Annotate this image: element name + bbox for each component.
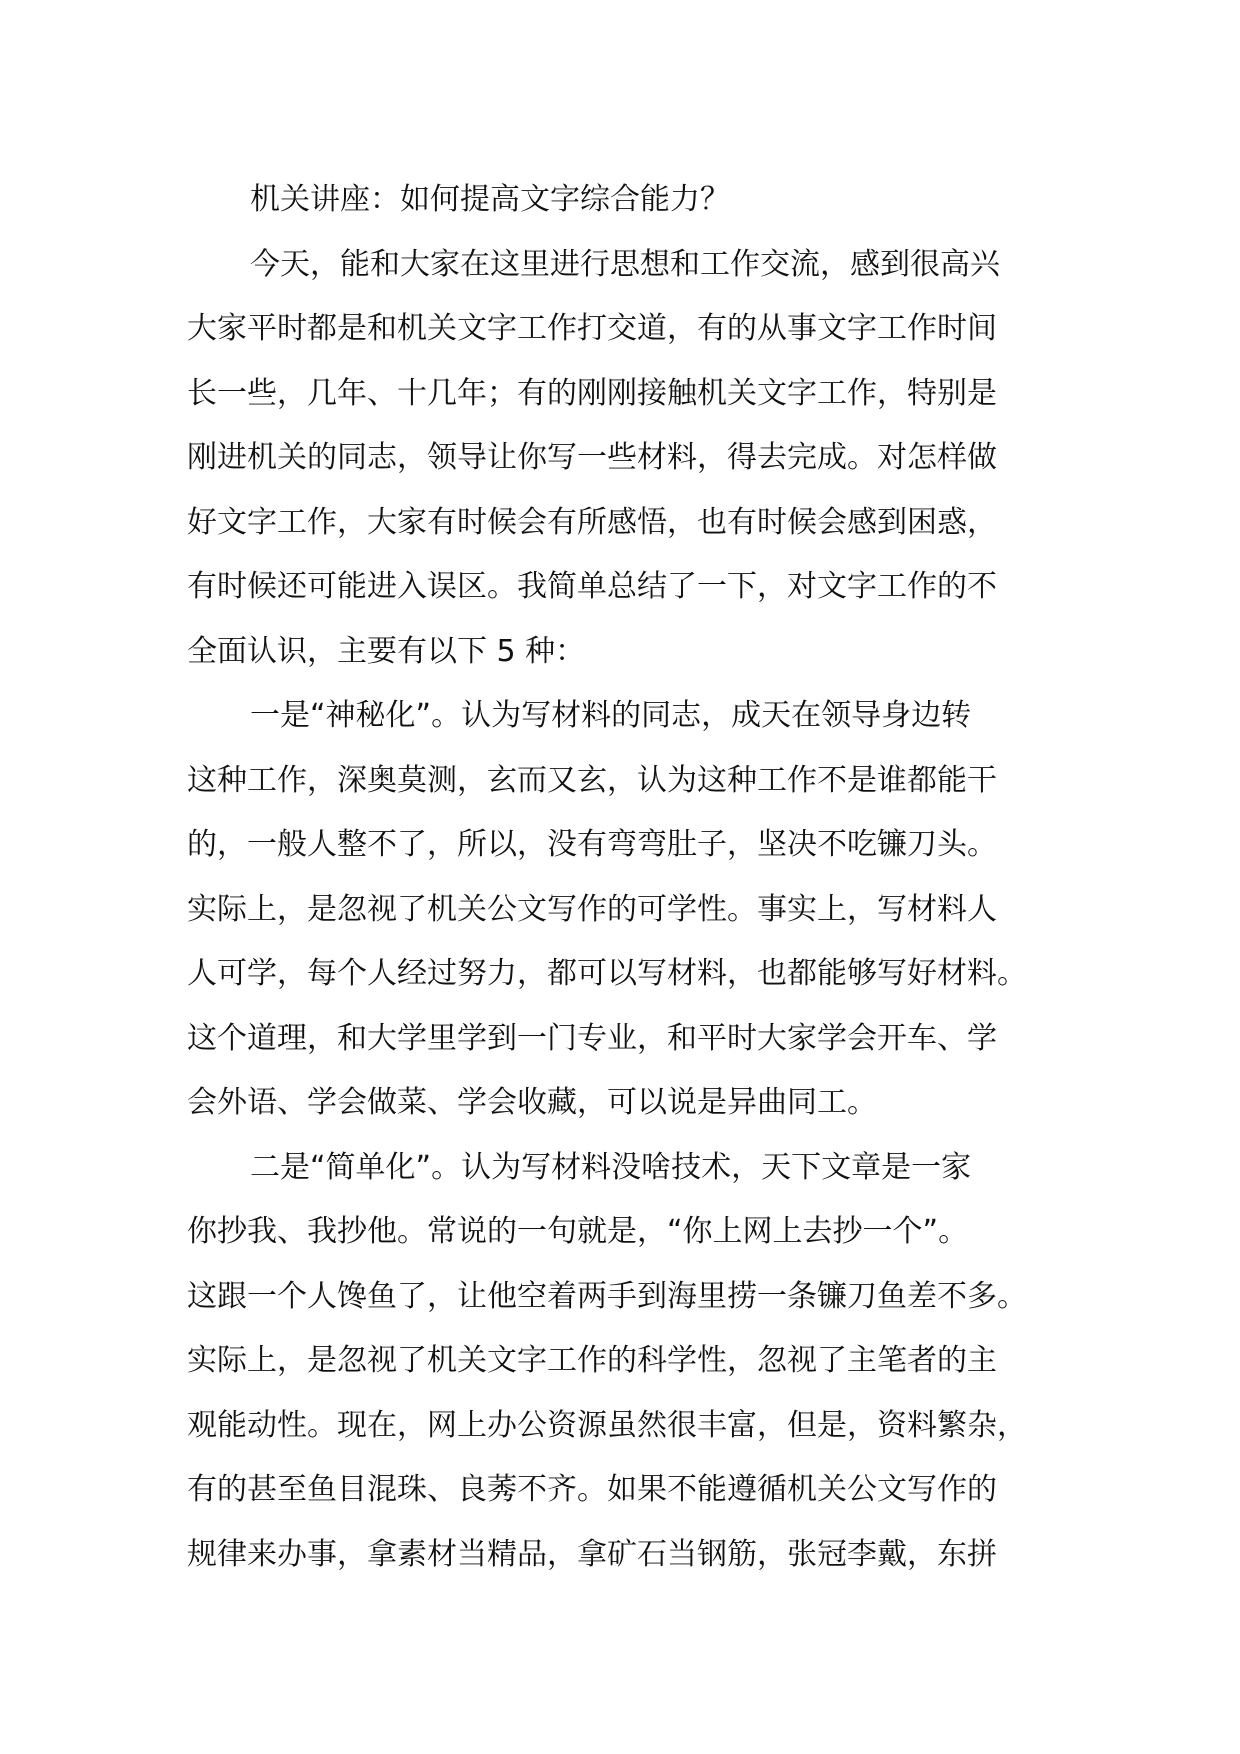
paragraph-line: 这个道理，和大学里学到一门专业，和平时大家学会开车、学 [187, 1020, 997, 1056]
paragraph-line: 有的甚至鱼目混珠、良莠不齐。如果不能遵循机关公文写作的 [187, 1472, 997, 1507]
paragraph-line: 会外语、学会做菜、学会收藏，可以说是异曲同工。 [187, 1085, 877, 1120]
paragraph-line: 观能动性。现在，网上办公资源虽然很丰富，但是，资料繁杂， [187, 1407, 1027, 1443]
paragraph-line: 全面认识，主要有以下 5 种： [187, 633, 586, 669]
paragraph-line: 今天，能和大家在这里进行思想和工作交流，感到很高兴 [250, 246, 1000, 282]
paragraph-line: 实际上，是忽视了机关文字工作的科学性，忽视了主笔者的主 [187, 1343, 997, 1378]
paragraph-line: 二是“简单化”。认为写材料没啥技术，天下文章是一家 [250, 1149, 972, 1185]
paragraph-line: 这种工作，深奥莫测，玄而又玄，认为这种工作不是谁都能干 [187, 762, 997, 798]
paragraph-line: 的，一般人整不了，所以，没有弯弯肚子，坚决不吃镰刀头。 [187, 827, 997, 862]
paragraph-line: 实际上，是忽视了机关公文写作的可学性。事实上，写材料人 [187, 891, 997, 927]
paragraph-line: 好文字工作，大家有时候会有所感悟，也有时候会感到困惑， [187, 504, 997, 540]
paragraph-line: 刚进机关的同志，领导让你写一些材料，得去完成。对怎样做 [187, 440, 997, 475]
paragraph-line: 这跟一个人馋鱼了，让他空着两手到海里捞一条镰刀鱼差不多。 [187, 1278, 1027, 1314]
paragraph-line: 人可学，每个人经过努力，都可以写材料，也都能够写好材料。 [187, 956, 1027, 991]
paragraph-line: 有时候还可能进入误区。我简单总结了一下，对文字工作的不 [187, 569, 997, 604]
paragraph-line: 你抄我、我抄他。常说的一句就是，“你上网上去抄一个”。 [187, 1214, 969, 1249]
paragraph-line: 一是“神秘化”。认为写材料的同志，成天在领导身边转 [250, 698, 972, 733]
document-body [187, 168, 1087, 1587]
paragraph-line: 规律来办事，拿素材当精品，拿矿石当钢筋，张冠李戴，东拼 [187, 1536, 997, 1572]
document-title: 机关讲座：如何提高文字综合能力？ [250, 182, 730, 217]
paragraph-line: 长一些，几年、十几年；有的刚刚接触机关文字工作，特别是 [187, 375, 997, 411]
paragraph-line: 大家平时都是和机关文字工作打交道，有的从事文字工作时间 [187, 311, 997, 346]
